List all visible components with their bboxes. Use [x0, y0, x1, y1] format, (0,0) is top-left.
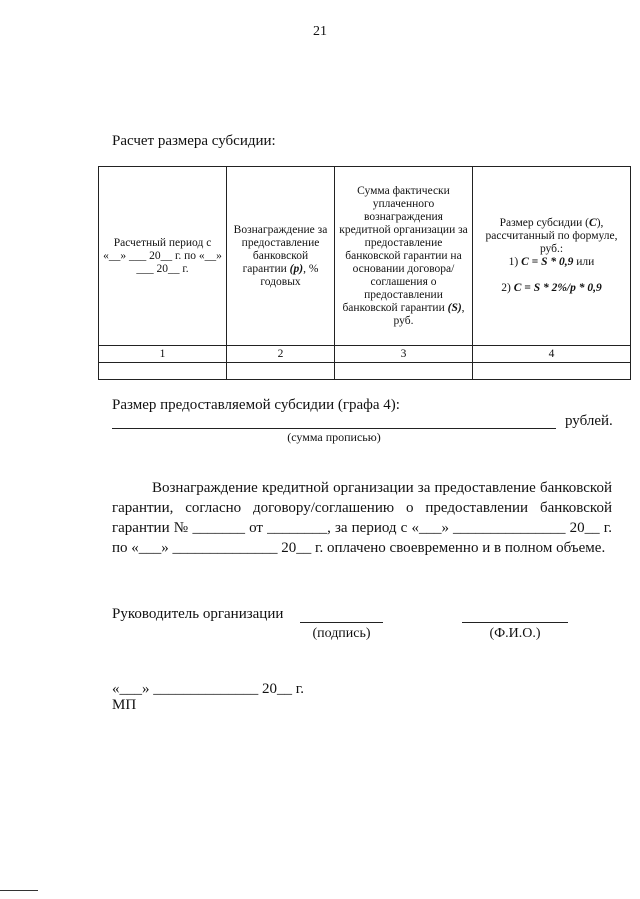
page-number: 21 [313, 24, 327, 39]
column-number: 4 [473, 346, 631, 363]
rubles-label: рублей. [565, 413, 613, 429]
paragraph-line: гарантии № _______ от ________, за период с «___» _______________ 20__ г. [112, 520, 612, 536]
page-edge-mark [0, 890, 38, 891]
signature-line[interactable] [300, 622, 383, 623]
header-guarantee-fee-rate: Вознаграждение за предоставление банковской гарантии (р), % годовых [227, 167, 335, 346]
date-line: «___» ______________ 20__ г. [112, 681, 304, 697]
subsidy-calculation-table [98, 166, 631, 380]
amount-in-words-caption: (сумма прописью) [287, 430, 381, 444]
confirmation-paragraph [112, 478, 612, 558]
amount-fill-line[interactable] [112, 428, 556, 429]
section-heading: Расчет размера субсидии: [112, 133, 276, 149]
paragraph-line: гарантии, согласно договору/соглашению о предоставлении банковской [112, 500, 612, 516]
column-number: 3 [335, 346, 473, 363]
subsidy-amount-label: Размер предоставляемой субсидии (графа 4): [112, 397, 400, 413]
header-subsidy-size: Размер субсидии (С), рассчитанный по формуле, руб.: 1) C = S * 0,9 или 2) C = S * 2%/p * 0,9 [473, 167, 631, 346]
column-number: 2 [227, 346, 335, 363]
paragraph-line: Вознаграждение кредитной организации за предоставление банковской [152, 480, 612, 496]
formula-2: C = S * 2%/p * 0,9 [513, 282, 602, 294]
table-header-row [99, 167, 631, 346]
full-name-line[interactable] [462, 622, 568, 623]
table-cell[interactable] [473, 363, 631, 380]
stamp-place-label: МП [112, 697, 137, 713]
full-name-caption: (Ф.И.О.) [489, 626, 541, 641]
column-number: 1 [99, 346, 227, 363]
table-row [99, 363, 631, 380]
signature-caption: (подпись) [312, 626, 371, 641]
table-cell[interactable] [335, 363, 473, 380]
table-cell[interactable] [99, 363, 227, 380]
header-fee-amount: Сумма фактически уплаченного вознаграждения кредитной организации за предоставление банковской гарантии на основании договора/соглашения о предоставлении банковской гарантии (S), руб. [335, 167, 473, 346]
head-of-organization-label: Руководитель организации [112, 606, 284, 622]
table-cell[interactable] [227, 363, 335, 380]
header-calculation-period: Расчетный период с «__» ___ 20__ г. по «__» ___ 20__ г. [99, 167, 227, 346]
column-number-row [99, 346, 631, 363]
formula-1: C = S * 0,9 [521, 256, 574, 268]
paragraph-line: по «___» ______________ 20__ г. оплачено своевременно и в полном объеме. [112, 540, 606, 556]
